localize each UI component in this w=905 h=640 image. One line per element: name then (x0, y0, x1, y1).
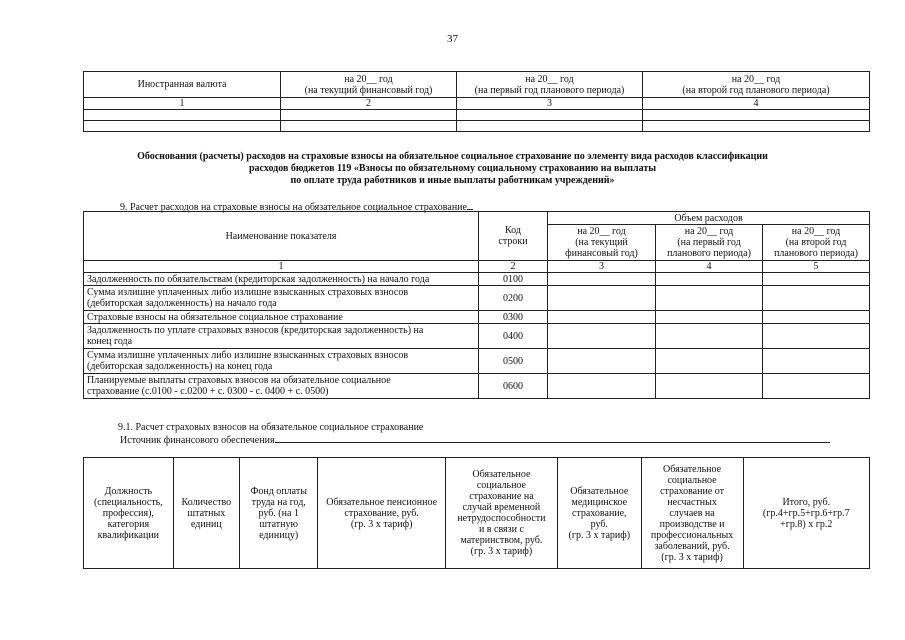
staff-count-header: Количество штатных единиц (173, 458, 239, 569)
column-number: 4 (643, 98, 870, 110)
value-cell[interactable] (548, 374, 656, 399)
year-first-plan-header: на 20__ год (на первый год планового периода) (656, 225, 763, 261)
indicator-name: Страховые взносы на обязательное социальное страхование (84, 311, 479, 324)
column-number: 2 (281, 98, 457, 110)
year-current-header: на 20__ год (на текущий финансовый год) (548, 225, 656, 261)
value-cell[interactable] (763, 273, 870, 286)
value-cell[interactable] (763, 324, 870, 349)
indicator-name: Сумма излишне уплаченных либо излишне взысканных страховых взносов (дебиторская задолженность) на конец года (84, 349, 479, 374)
insurance-expenses-table (83, 211, 870, 399)
row-code: 0300 (479, 311, 548, 324)
value-cell[interactable] (763, 349, 870, 374)
year-second-plan-header: на 20__ год (на второй год планового периода) (643, 72, 870, 98)
year-current-header: на 20__ год (на текущий финансовый год) (281, 72, 457, 98)
position-header: Должность (специальность, профессия), категория квалификации (84, 458, 174, 569)
value-cell[interactable] (656, 286, 763, 311)
indicator-name: Задолженность по уплате страховых взносов (кредиторская задолженность) на конец года (84, 324, 479, 349)
heading-line: по оплате труда работников и иные выплаты работникам учреждений» (290, 175, 615, 186)
value-cell[interactable] (548, 273, 656, 286)
value-cell[interactable] (763, 286, 870, 311)
value-cell[interactable] (656, 273, 763, 286)
column-number: 3 (548, 261, 656, 273)
expense-volume-header: Объем расходов (548, 212, 870, 225)
empty-row (84, 110, 870, 121)
value-cell[interactable] (763, 311, 870, 324)
payroll-fund-header: Фонд оплаты труда на год, руб. (на 1 штатную единицу) (239, 458, 317, 569)
value-cell[interactable] (656, 324, 763, 349)
year-first-plan-header: на 20__ год (на первый год планового периода) (457, 72, 643, 98)
heading-line: расходов бюджетов 119 «Взносы по обязательному социальному страхованию на выплаты (248, 163, 657, 174)
funding-source-field[interactable] (275, 433, 830, 443)
column-number: 1 (84, 98, 281, 110)
currency-table (83, 71, 870, 132)
social-insurance-header: Обязательное социальное страхование на случай временной нетрудоспособности и в связи с материнством, руб. (гр. 3 х тариф) (445, 458, 557, 569)
value-cell[interactable] (763, 374, 870, 399)
indicator-name-header: Наименование показателя (84, 212, 479, 261)
table-row (84, 286, 870, 311)
currency-header: Иностранная валюта (84, 72, 281, 98)
title-underline (467, 199, 473, 210)
row-code: 0100 (479, 273, 548, 286)
value-cell[interactable] (656, 374, 763, 399)
year-second-plan-header: на 20__ год (на второй год планового периода) (763, 225, 870, 261)
value-cell[interactable] (656, 311, 763, 324)
value-cell[interactable] (548, 324, 656, 349)
page-number: 37 (447, 33, 458, 45)
heading-line: Обоснования (расчеты) расходов на страховые взносы на обязательное социальное страхование по элементу вида расходов классификации (137, 151, 768, 162)
column-number: 1 (84, 261, 479, 273)
indicator-name: Сумма излишне уплаченных либо излишне взысканных страховых взносов (дебиторская задолженность) на начало года (84, 286, 479, 311)
section-heading (60, 151, 845, 187)
indicator-name: Планируемые выплаты страховых взносов на обязательное социальное страхование (с.0100 - с.0200 + с. 0300 - с. 0400 + с. 0500) (84, 374, 479, 399)
contribution-calc-table (83, 457, 870, 569)
value-cell[interactable] (656, 349, 763, 374)
indicator-name: Задолженность по обязательствам (кредиторская задолженность) на начало года (84, 273, 479, 286)
accident-insurance-header: Обязательное социальное страхование от несчастных случаев на производстве и профессиональных заболеваний, руб. (гр. 3 х тариф) (641, 458, 743, 569)
column-number: 2 (479, 261, 548, 273)
row-code: 0500 (479, 349, 548, 374)
value-cell[interactable] (548, 311, 656, 324)
table-row (84, 311, 870, 324)
column-number: 3 (457, 98, 643, 110)
pension-insurance-header: Обязательное пенсионное страхование, руб. (гр. 3 х тариф) (318, 458, 445, 569)
medical-insurance-header: Обязательное медицинское страхование, руб. (гр. 3 х тариф) (557, 458, 641, 569)
row-code: 0600 (479, 374, 548, 399)
column-number: 5 (763, 261, 870, 273)
total-header: Итого, руб. (гр.4+гр.5+гр.6+гр.7 +гр.8) х гр.2 (743, 458, 869, 569)
row-code-header: Код строки (479, 212, 548, 261)
table-row (84, 324, 870, 349)
funding-source-label: Источник финансового обеспечения (120, 435, 275, 446)
row-code: 0400 (479, 324, 548, 349)
table-row (84, 349, 870, 374)
value-cell[interactable] (548, 286, 656, 311)
row-code: 0200 (479, 286, 548, 311)
funding-source (120, 433, 830, 446)
value-cell[interactable] (548, 349, 656, 374)
empty-row (84, 121, 870, 132)
table-row (84, 273, 870, 286)
section-9-1-title: 9.1. Расчет страховых взносов на обязательное социальное страхование (118, 422, 424, 433)
section-9-title-text: 9. Расчет расходов на страховые взносы на обязательное социальное страхование (120, 202, 467, 213)
column-number: 4 (656, 261, 763, 273)
table-row (84, 374, 870, 399)
